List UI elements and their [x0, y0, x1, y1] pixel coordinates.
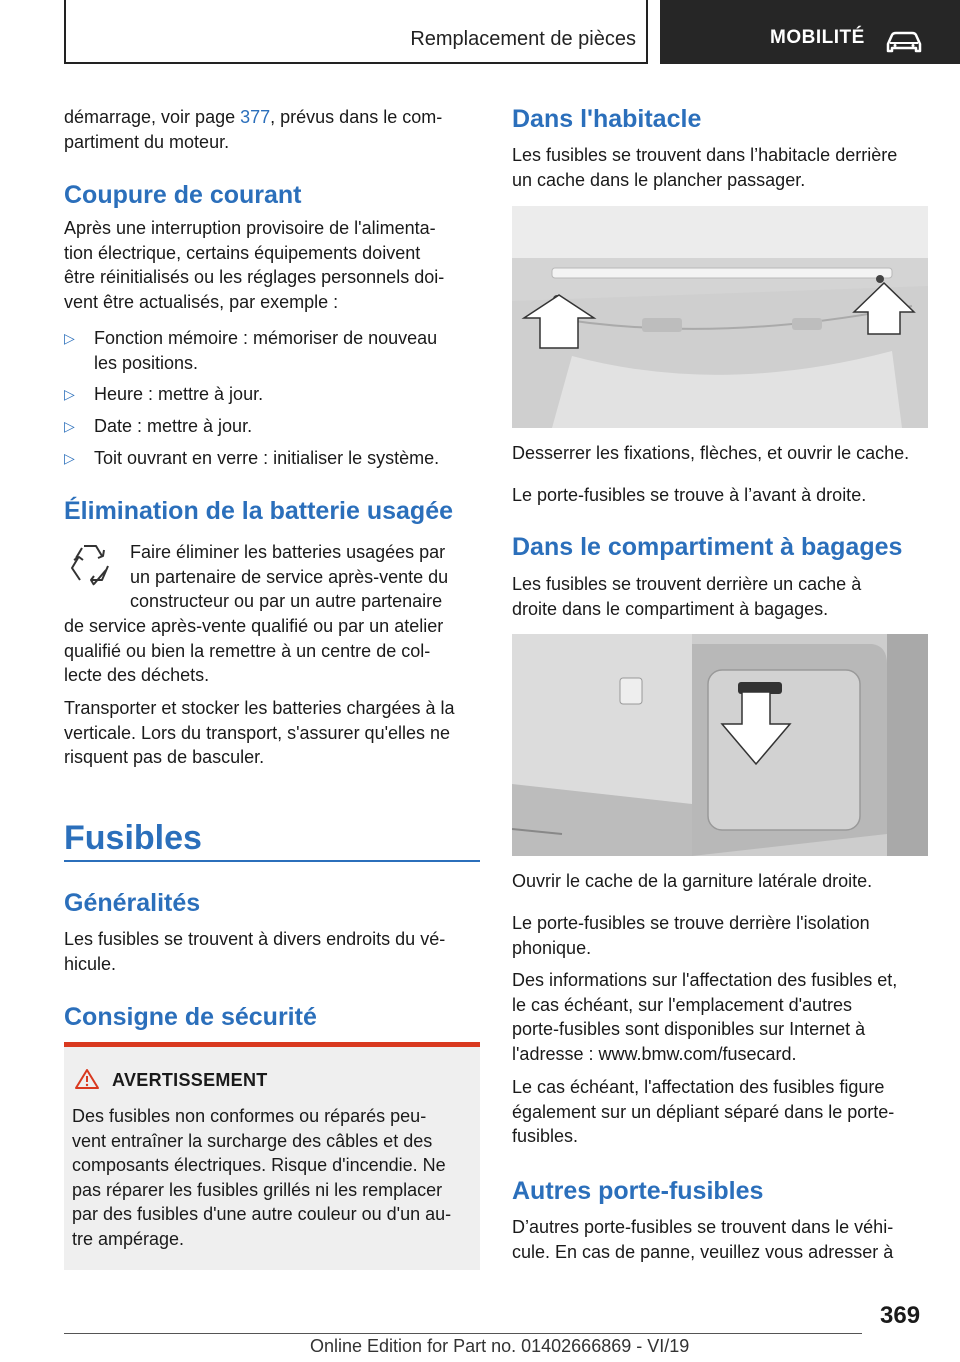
footer-divider — [64, 1333, 862, 1334]
disposal-text-indented: Faire éliminer les batteries usagées par un partenaire de service après-vente du constructeur ou par un autre partenaire — [130, 542, 449, 611]
power-cut-text: Après une interruption provisoire de l'alimenta- tion électrique, certains équipements doivent être réinitialisés ou les réglages personnels doi- vent être actualisés, par exemple : — [64, 218, 445, 312]
car-icon — [884, 30, 924, 54]
list-item: ▷ Heure : mettre à jour. — [64, 382, 484, 407]
cabin-caption: Desserrer les fixations, flèches, et ouvrir le cache. — [512, 443, 910, 463]
recycle-icon — [66, 540, 114, 592]
warning-text: Des fusibles non conformes ou réparés peu- vent entraîner la surcharge des câbles et des composants électriques. Risque d'incendie. Ne pas réparer les fusibles grillés ni les remplacer par des fusibles d'une autre couleur ou d'un au- tre ampérage. — [72, 1106, 452, 1249]
bullet-triangle-icon: ▷ — [64, 386, 75, 402]
header-section-title: Remplacement de pièces — [410, 28, 636, 50]
list-item: ▷ Toit ouvrant en verre : initialiser le système. — [64, 446, 494, 471]
chapter-title-fuses: Fusibles — [64, 819, 202, 857]
bullet-triangle-icon: ▷ — [64, 330, 75, 346]
page-number: 369 — [880, 1302, 921, 1329]
trunk-text: Les fusibles se trouvent derrière un cache à droite dans le compartiment à bagages. — [512, 574, 862, 619]
warning-label: AVERTISSEMENT — [112, 1070, 268, 1090]
section-title-other-fuses: Autres porte-fusibles — [512, 1177, 764, 1205]
bullet-triangle-icon: ▷ — [64, 418, 75, 434]
header-chapter-label: MOBILITÉ — [770, 27, 865, 48]
section-title-trunk: Dans le compartiment à bagages — [512, 533, 903, 561]
footer-edition: Online Edition for Part no. 01402666869 - VI/19 — [310, 1336, 690, 1356]
title-divider — [64, 860, 480, 862]
page-link[interactable]: 377 — [240, 107, 271, 127]
section-title-power-cut: Coupure de courant — [64, 181, 302, 209]
section-title-cabin: Dans l'habitacle — [512, 105, 702, 133]
warning-icon — [74, 1068, 100, 1090]
cabin-text: Les fusibles se trouvent dans l’habitacle derrière un cache dans le plancher passager. — [512, 145, 898, 190]
list-item: ▷ Fonction mémoire : mémoriser de nouveau les positions. — [64, 328, 438, 373]
section-title-safety: Consigne de sécurité — [64, 1003, 317, 1031]
leaflet-info-text: Le cas échéant, l'affectation des fusibles figure également sur un dépliant séparé dans le porte- fusibles. — [512, 1077, 895, 1146]
section-title-general: Généralités — [64, 889, 201, 917]
disposal-transport-text: Transporter et stocker les batteries chargées à la verticale. Lors du transport, s'assurer qu'elles ne risquent pas de basculer. — [64, 698, 455, 767]
cabin-cover-photo — [512, 206, 928, 428]
intro-text: démarrage, voir page 377, prévus dans le com- partiment du moteur. — [64, 107, 443, 152]
bullet-triangle-icon: ▷ — [64, 450, 75, 466]
trunk-location-text: Le porte-fusibles se trouve derrière l'isolation phonique. — [512, 913, 870, 958]
fusecard-info-text: Des informations sur l'affectation des fusibles et, le cas échéant, sur l'emplacement d'autres porte-fusibles sont disponibles sur Internet à l'adresse : www.bmw.com/fusecard. — [512, 970, 898, 1064]
other-fuses-text: D’autres porte-fusibles se trouvent dans le véhi- cule. En cas de panne, veuillez vous adresser à — [512, 1217, 894, 1262]
general-text: Les fusibles se trouvent à divers endroits du vé- hicule. — [64, 929, 446, 974]
trunk-cover-photo — [512, 634, 928, 856]
cabin-location-text: Le porte-fusibles se trouve à l’avant à droite. — [512, 485, 867, 505]
list-item: ▷ Date : mettre à jour. — [64, 414, 484, 439]
section-title-disposal: Élimination de la batterie usagée — [64, 497, 454, 525]
trunk-caption: Ouvrir le cache de la garniture latérale droite. — [512, 871, 873, 891]
disposal-text: de service après-vente qualifié ou par un atelier qualifié ou bien la remettre à un centre de col- lecte des déchets. — [64, 616, 444, 685]
